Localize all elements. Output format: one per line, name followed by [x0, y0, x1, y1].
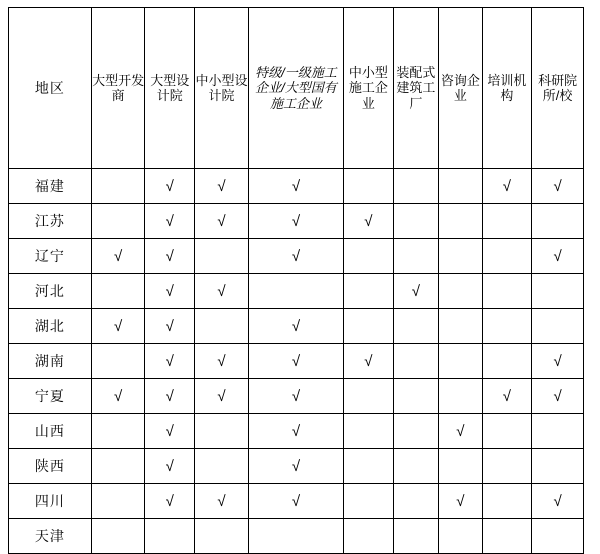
check-icon: √ — [217, 492, 226, 510]
empty-cell — [393, 239, 439, 274]
check-cell — [195, 484, 249, 519]
check-cell — [145, 414, 195, 449]
check-cell — [248, 239, 343, 274]
empty-cell — [344, 449, 394, 484]
check-icon: √ — [502, 177, 511, 195]
empty-cell — [91, 519, 145, 554]
check-icon: √ — [553, 387, 562, 405]
check-icon: √ — [217, 177, 226, 195]
empty-cell — [482, 414, 532, 449]
region-cell: 湖北 — [9, 309, 92, 344]
empty-cell — [195, 239, 249, 274]
check-icon: √ — [291, 212, 301, 230]
empty-cell — [91, 344, 145, 379]
empty-cell — [439, 239, 482, 274]
check-icon: √ — [165, 317, 174, 335]
check-cell — [482, 379, 532, 414]
check-icon: √ — [456, 422, 465, 440]
check-icon: √ — [291, 387, 301, 405]
empty-cell — [532, 519, 584, 554]
empty-cell — [344, 169, 394, 204]
check-cell — [145, 344, 195, 379]
check-icon: √ — [291, 352, 301, 370]
table-header — [9, 8, 584, 169]
table-row — [9, 239, 584, 274]
check-cell — [439, 414, 482, 449]
check-cell — [248, 414, 343, 449]
check-cell — [344, 344, 394, 379]
check-icon: √ — [217, 387, 226, 405]
empty-cell — [482, 344, 532, 379]
check-icon: √ — [165, 492, 174, 510]
check-cell — [91, 239, 145, 274]
check-cell — [145, 274, 195, 309]
check-cell — [195, 344, 249, 379]
table-row — [9, 519, 584, 554]
empty-cell — [532, 449, 584, 484]
table-row — [9, 169, 584, 204]
check-icon: √ — [291, 422, 301, 440]
check-cell — [145, 449, 195, 484]
empty-cell — [91, 414, 145, 449]
empty-cell — [248, 274, 343, 309]
region-cell: 山西 — [9, 414, 92, 449]
table-row — [9, 449, 584, 484]
empty-cell — [439, 309, 482, 344]
empty-cell — [439, 204, 482, 239]
check-icon: √ — [364, 212, 373, 230]
empty-cell — [439, 519, 482, 554]
empty-cell — [344, 274, 394, 309]
column-header-consulting-enterprise: 咨询企业 — [439, 8, 482, 169]
empty-cell — [393, 344, 439, 379]
check-icon: √ — [553, 247, 562, 265]
region-cell: 陕西 — [9, 449, 92, 484]
check-cell — [145, 309, 195, 344]
check-icon: √ — [113, 317, 123, 335]
empty-cell — [482, 274, 532, 309]
empty-cell — [91, 484, 145, 519]
check-icon: √ — [165, 212, 174, 230]
empty-cell — [91, 169, 145, 204]
empty-cell — [393, 484, 439, 519]
check-cell — [145, 484, 195, 519]
empty-cell — [532, 309, 584, 344]
empty-cell — [439, 169, 482, 204]
region-cell: 河北 — [9, 274, 92, 309]
check-icon: √ — [291, 457, 301, 475]
column-header-prefab-factory: 装配式建筑工厂 — [393, 8, 439, 169]
empty-cell — [393, 519, 439, 554]
empty-cell — [195, 519, 249, 554]
check-icon: √ — [165, 387, 174, 405]
check-icon: √ — [291, 317, 301, 335]
table-row — [9, 274, 584, 309]
empty-cell — [91, 274, 145, 309]
check-cell — [248, 449, 343, 484]
empty-cell — [393, 309, 439, 344]
check-icon: √ — [217, 352, 226, 370]
empty-cell — [195, 309, 249, 344]
table-row — [9, 379, 584, 414]
empty-cell — [344, 414, 394, 449]
check-cell — [532, 484, 584, 519]
empty-cell — [195, 449, 249, 484]
empty-cell — [393, 414, 439, 449]
region-capability-matrix — [8, 7, 584, 554]
check-icon: √ — [291, 247, 301, 265]
check-cell — [248, 169, 343, 204]
column-header-small-medium-construction-enterprise: 中小型施工企业 — [344, 8, 394, 169]
check-cell — [532, 169, 584, 204]
column-header-top-grade-construction-enterprise: 特级/一级施工企业/大型国有施工企业 — [248, 8, 343, 169]
column-header-large-developer: 大型开发商 — [91, 8, 145, 169]
check-icon: √ — [553, 352, 562, 370]
empty-cell — [532, 204, 584, 239]
document-page — [0, 7, 600, 544]
table-row — [9, 344, 584, 379]
empty-cell — [344, 379, 394, 414]
empty-cell — [195, 414, 249, 449]
empty-cell — [91, 204, 145, 239]
column-header-small-medium-design-institute: 中小型设计院 — [195, 8, 249, 169]
check-icon: √ — [553, 492, 562, 510]
check-icon: √ — [165, 177, 174, 195]
check-cell — [145, 239, 195, 274]
empty-cell — [344, 484, 394, 519]
empty-cell — [439, 344, 482, 379]
check-cell — [532, 344, 584, 379]
empty-cell — [482, 449, 532, 484]
region-cell: 辽宁 — [9, 239, 92, 274]
check-icon: √ — [291, 492, 301, 510]
check-cell — [248, 204, 343, 239]
table-row — [9, 204, 584, 239]
check-icon: √ — [113, 247, 123, 265]
empty-cell — [344, 239, 394, 274]
check-cell — [91, 379, 145, 414]
check-cell — [195, 204, 249, 239]
check-icon: √ — [165, 457, 174, 475]
check-cell — [195, 274, 249, 309]
check-cell — [145, 204, 195, 239]
check-icon: √ — [217, 282, 226, 300]
region-cell: 宁夏 — [9, 379, 92, 414]
check-cell — [439, 484, 482, 519]
check-cell — [482, 169, 532, 204]
empty-cell — [532, 274, 584, 309]
check-icon: √ — [456, 492, 465, 510]
check-cell — [248, 344, 343, 379]
region-cell: 天津 — [9, 519, 92, 554]
column-header-research-institute-school: 科研院所/校 — [532, 8, 584, 169]
empty-cell — [482, 519, 532, 554]
empty-cell — [482, 204, 532, 239]
check-cell — [532, 239, 584, 274]
check-cell — [145, 169, 195, 204]
check-cell — [393, 274, 439, 309]
check-cell — [248, 379, 343, 414]
empty-cell — [482, 239, 532, 274]
empty-cell — [482, 484, 532, 519]
check-icon: √ — [165, 422, 174, 440]
table-row — [9, 309, 584, 344]
column-header-training-institution: 培训机构 — [482, 8, 532, 169]
check-icon: √ — [165, 247, 174, 265]
table-row — [9, 484, 584, 519]
check-icon: √ — [553, 177, 562, 195]
empty-cell — [439, 379, 482, 414]
table-row — [9, 414, 584, 449]
check-cell — [344, 204, 394, 239]
check-cell — [248, 309, 343, 344]
column-header-large-design-institute: 大型设计院 — [145, 8, 195, 169]
empty-cell — [393, 169, 439, 204]
check-icon: √ — [291, 177, 301, 195]
header-row — [9, 8, 584, 169]
check-icon: √ — [113, 387, 123, 405]
empty-cell — [532, 414, 584, 449]
check-cell — [195, 379, 249, 414]
column-header-region: 地区 — [9, 8, 92, 169]
region-cell: 福建 — [9, 169, 92, 204]
region-cell: 湖南 — [9, 344, 92, 379]
empty-cell — [482, 309, 532, 344]
empty-cell — [344, 519, 394, 554]
empty-cell — [344, 309, 394, 344]
empty-cell — [145, 519, 195, 554]
check-cell — [91, 309, 145, 344]
empty-cell — [393, 379, 439, 414]
check-icon: √ — [411, 282, 420, 300]
table-body — [9, 169, 584, 554]
check-icon: √ — [364, 352, 373, 370]
check-cell — [145, 379, 195, 414]
empty-cell — [439, 449, 482, 484]
check-cell — [248, 484, 343, 519]
empty-cell — [91, 449, 145, 484]
check-icon: √ — [217, 212, 226, 230]
check-cell — [195, 169, 249, 204]
empty-cell — [393, 449, 439, 484]
check-cell — [532, 379, 584, 414]
check-icon: √ — [502, 387, 511, 405]
empty-cell — [248, 519, 343, 554]
empty-cell — [439, 274, 482, 309]
empty-cell — [393, 204, 439, 239]
check-icon: √ — [165, 352, 174, 370]
check-icon: √ — [165, 282, 174, 300]
region-cell: 江苏 — [9, 204, 92, 239]
region-cell: 四川 — [9, 484, 92, 519]
